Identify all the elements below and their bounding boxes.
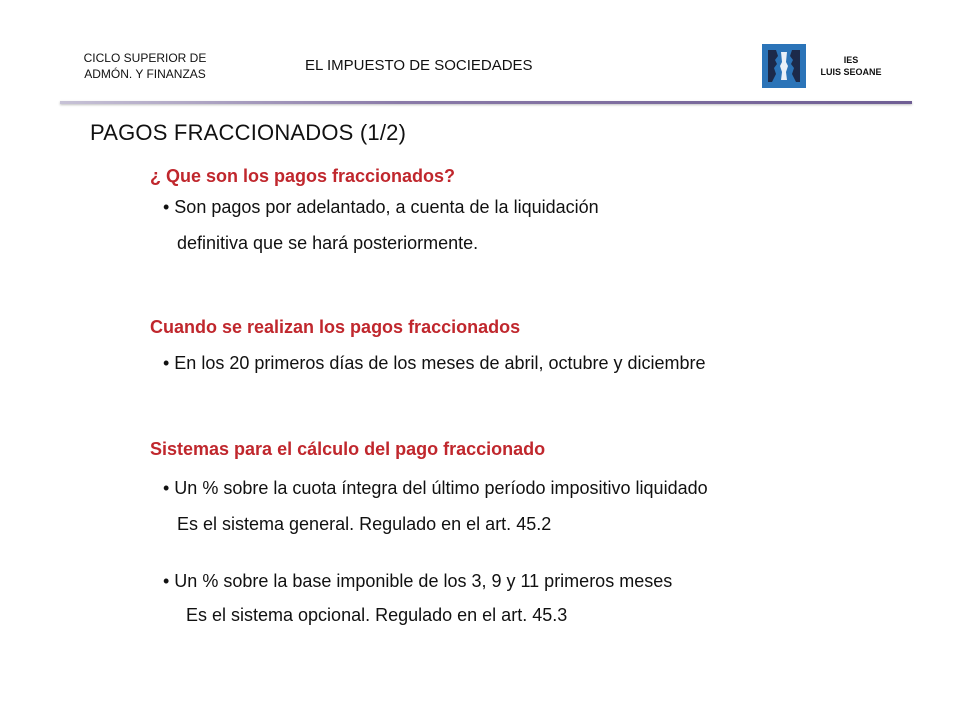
school-name-line2: LUIS SEOANE bbox=[820, 67, 882, 77]
section-heading-systems: Sistemas para el cálculo del pago fraccionado bbox=[150, 439, 546, 459]
slide-title: PAGOS FRACCIONADOS (1/2) bbox=[90, 120, 407, 145]
school-name bbox=[806, 54, 896, 78]
bullet-when-line1: • En los 20 primeros días de los meses de abril, octubre y diciembre bbox=[163, 353, 706, 373]
header-title: EL IMPUESTO DE SOCIEDADES bbox=[305, 57, 533, 74]
bullet-system-general: • Un % sobre la cuota íntegra del último período impositivo liquidado bbox=[163, 478, 708, 498]
course-label-line2: ADMÓN. Y FINANZAS bbox=[84, 67, 206, 81]
bullet-what-line1: • Son pagos por adelantado, a cuenta de la liquidación bbox=[163, 197, 599, 217]
school-name-line1: IES bbox=[843, 55, 859, 65]
bullet-system-optional: • Un % sobre la base imponible de los 3, 9 y 11 primeros meses bbox=[163, 571, 673, 591]
faces-logo-icon bbox=[762, 44, 806, 88]
section-heading-when: Cuando se realizan los pagos fraccionados bbox=[150, 317, 521, 337]
system-optional-note: Es el sistema opcional. Regulado en el art. 45.3 bbox=[186, 605, 568, 625]
course-label bbox=[60, 50, 230, 82]
system-general-note: Es el sistema general. Regulado en el art. 45.2 bbox=[177, 514, 552, 534]
school-logo-icon bbox=[762, 44, 806, 88]
header-divider bbox=[60, 101, 912, 104]
bullet-what-line2: definitiva que se hará posteriormente. bbox=[177, 233, 479, 253]
section-heading-what: ¿ Que son los pagos fraccionados? bbox=[150, 166, 456, 186]
course-label-line1: CICLO SUPERIOR DE bbox=[83, 51, 207, 65]
